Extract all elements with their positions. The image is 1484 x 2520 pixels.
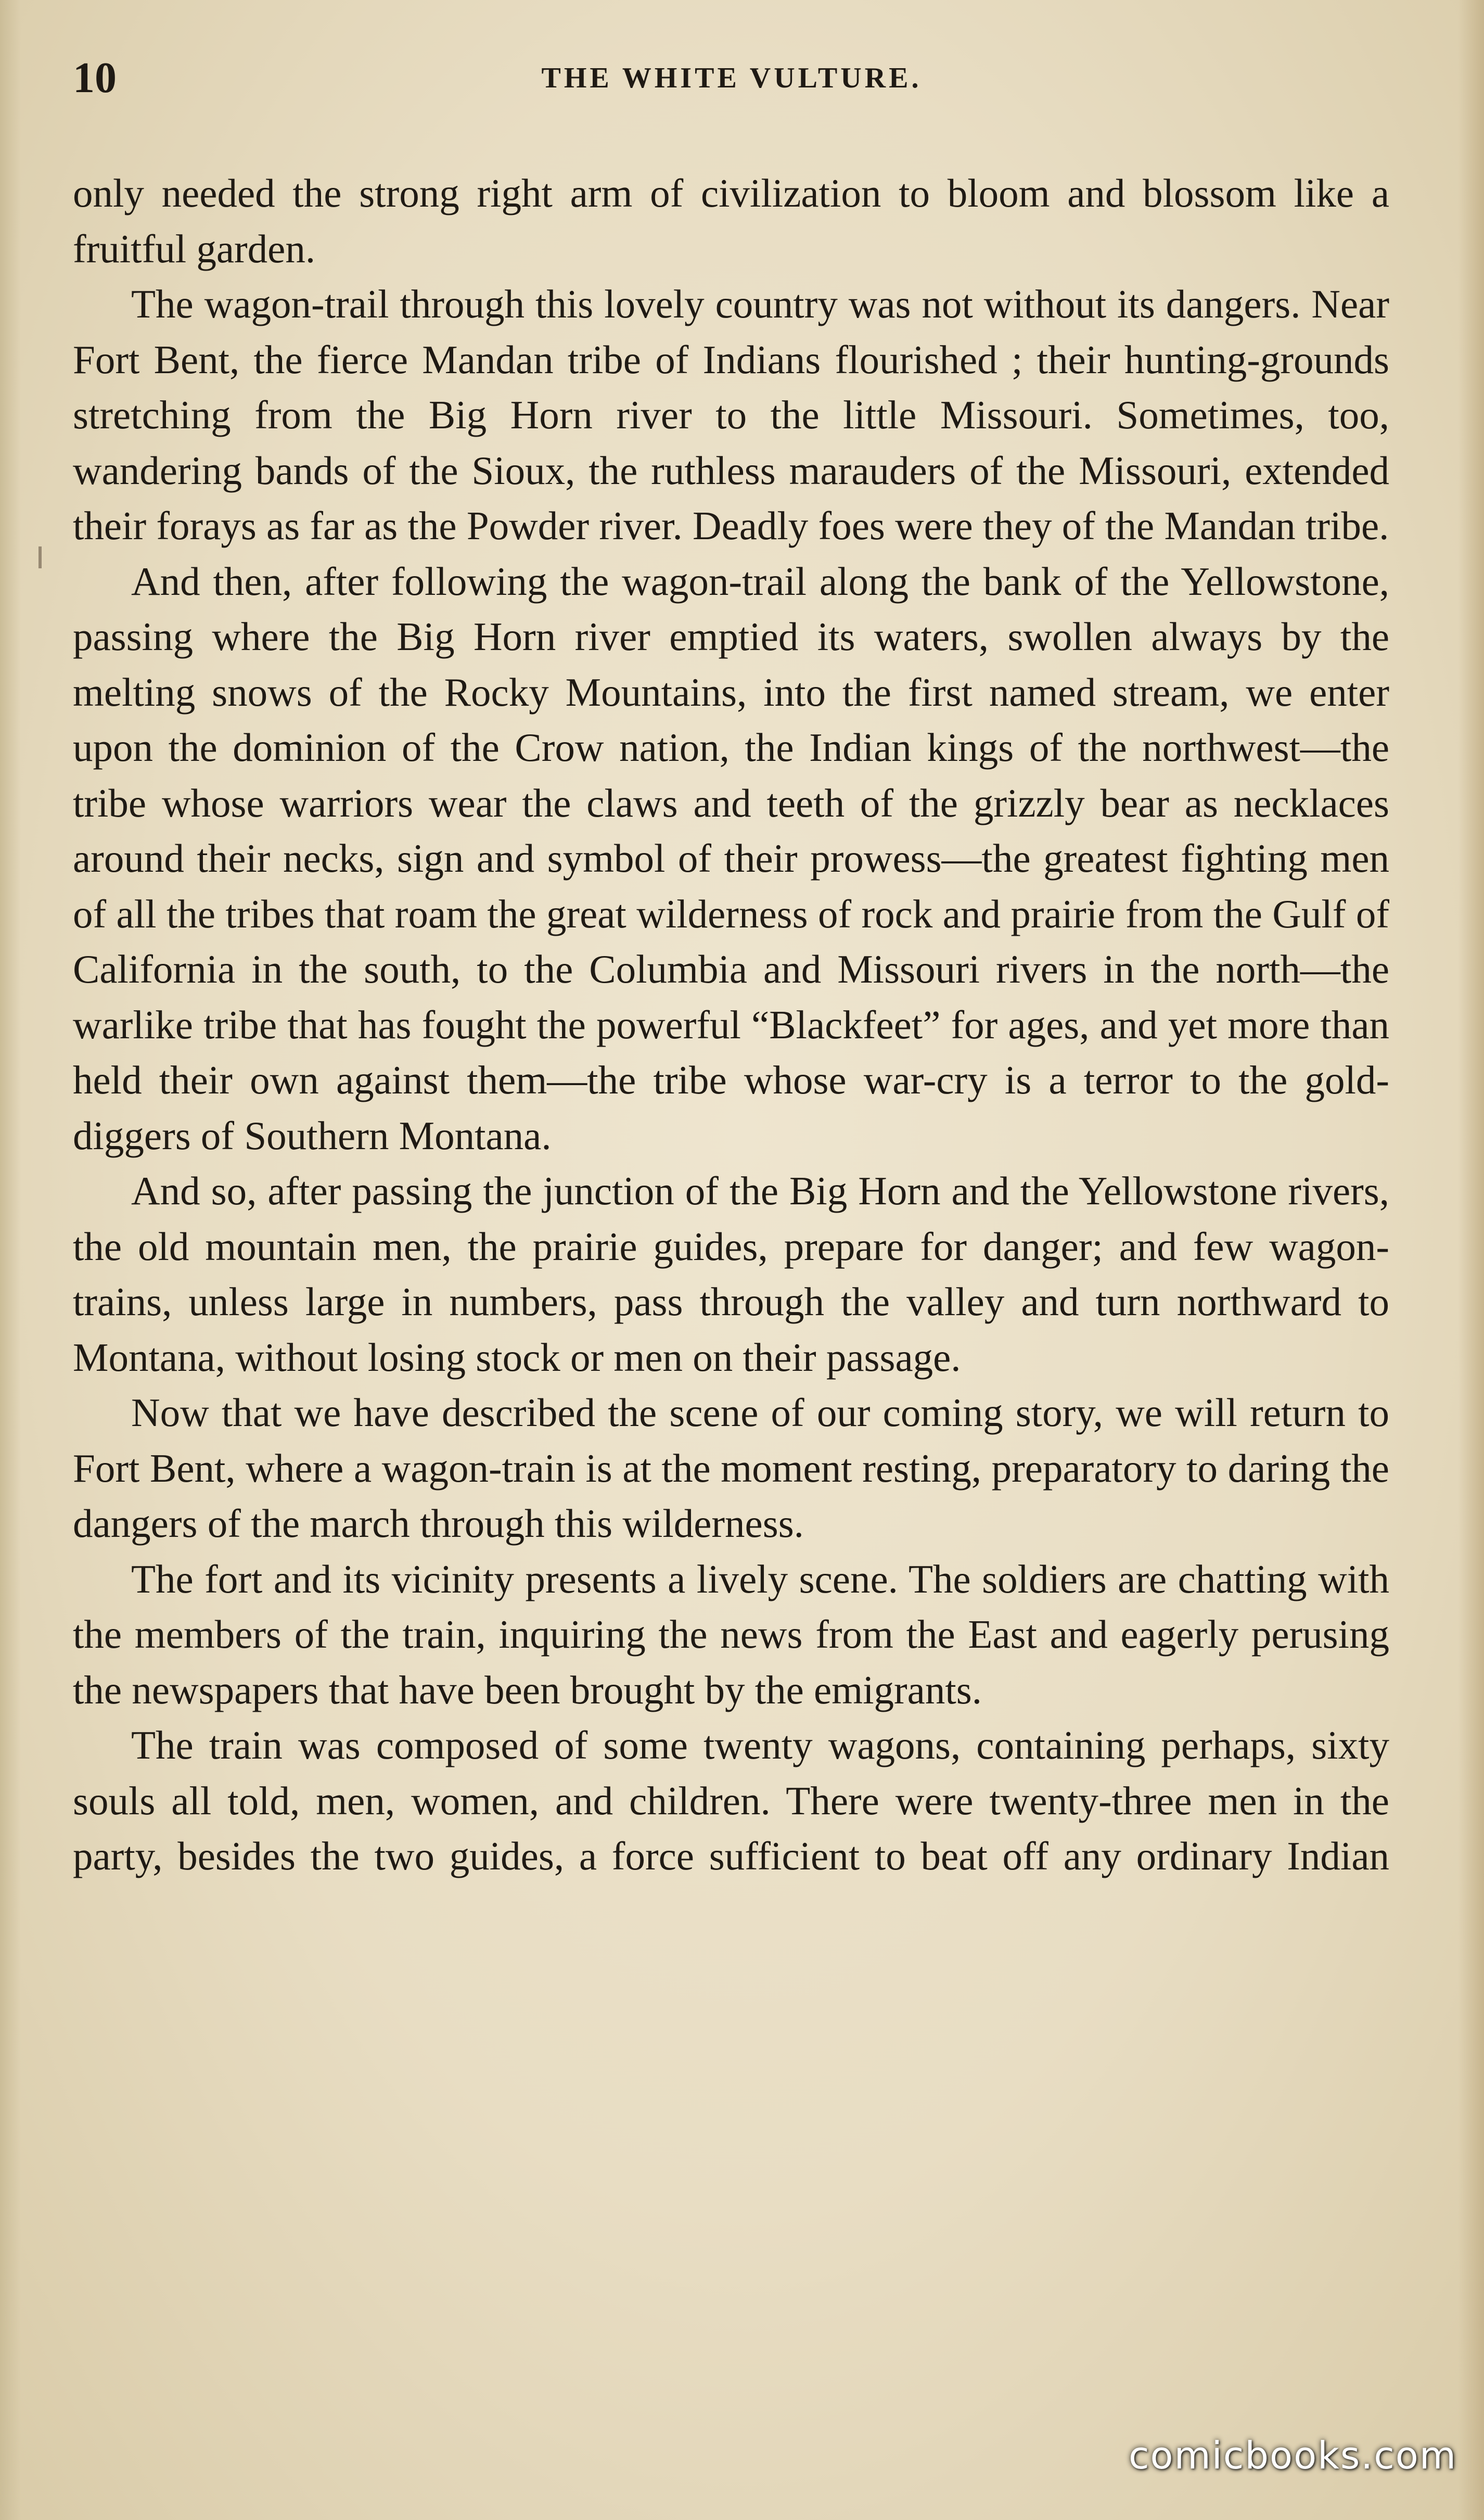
running-head: THE WHITE VULTURE. xyxy=(541,62,922,94)
paragraph: The train was composed of some twenty wagons, containing perhaps, sixty souls all told, men, women, and children. There were twenty-three men in the party, besides the two guides, a force sufficient to beat off any ordinary Indian xyxy=(73,1723,1389,1878)
paragraph: And then, after following the wagon-trail along the bank of the Yellowstone, passing where the Big Horn river emptied its waters, swollen always by the melting snows of the Rocky Mountains, into the first named stream, we enter upon the dominion of the Crow nation, the Indian kings of the northwest—the tribe whose warriors wear the claws and teeth of the grizzly bear as necklaces around their necks, sign and symbol of their prowess—the greatest fighting men of all the tribes that roam the great wilderness of rock and prairie from the Gulf of California in the south, to the Columbia and Missouri rivers in the north—the warlike tribe that has fought the powerful “Blackfeet” for ages, and yet more than held their own against them—the tribe whose war-cry is a terror to the gold-diggers of Southern Montana. xyxy=(73,558,1389,1158)
paragraph: Now that we have described the scene of our coming story, we will return to Fort Bent, where a wagon-train is at the moment resting, preparatory to daring the dangers of the march through this wilderness. xyxy=(73,1390,1389,1546)
paragraph: The fort and its vicinity presents a lively scene. The soldiers are chatting with the members of the train, inquiring the news from the East and eagerly perusing the newspapers that have been brought by the emigrants. xyxy=(73,1556,1389,1712)
paragraph: The wagon-trail through this lovely country was not without its dangers. Near Fort Bent, the fierce Mandan tribe of Indians flourished ; their hunting-grounds stretching from the Big Horn river to the little Missouri. Sometimes, too, wandering bands of the Sioux, the ruthless marauders of the Missouri, extended their forays as far as the Powder river. Deadly foes were they of the Mandan tribe. xyxy=(73,282,1389,548)
body-text xyxy=(73,166,1389,1884)
paragraph: And so, after passing the junction of the Big Horn and the Yellowstone rivers, the old mountain men, the prairie guides, prepare for danger; and few wagon-trains, unless large in numbers, pass through the valley and turn northward to Montana, without losing stock or men on their passage. xyxy=(73,1168,1389,1380)
margin-mark xyxy=(39,546,42,568)
page-number: 10 xyxy=(73,54,117,102)
page-header xyxy=(73,49,1390,107)
site-watermark: comicbooks.com xyxy=(1128,2434,1457,2477)
paragraph: only needed the strong right arm of civilization to bloom and blossom like a fruitful garden. xyxy=(73,171,1389,271)
